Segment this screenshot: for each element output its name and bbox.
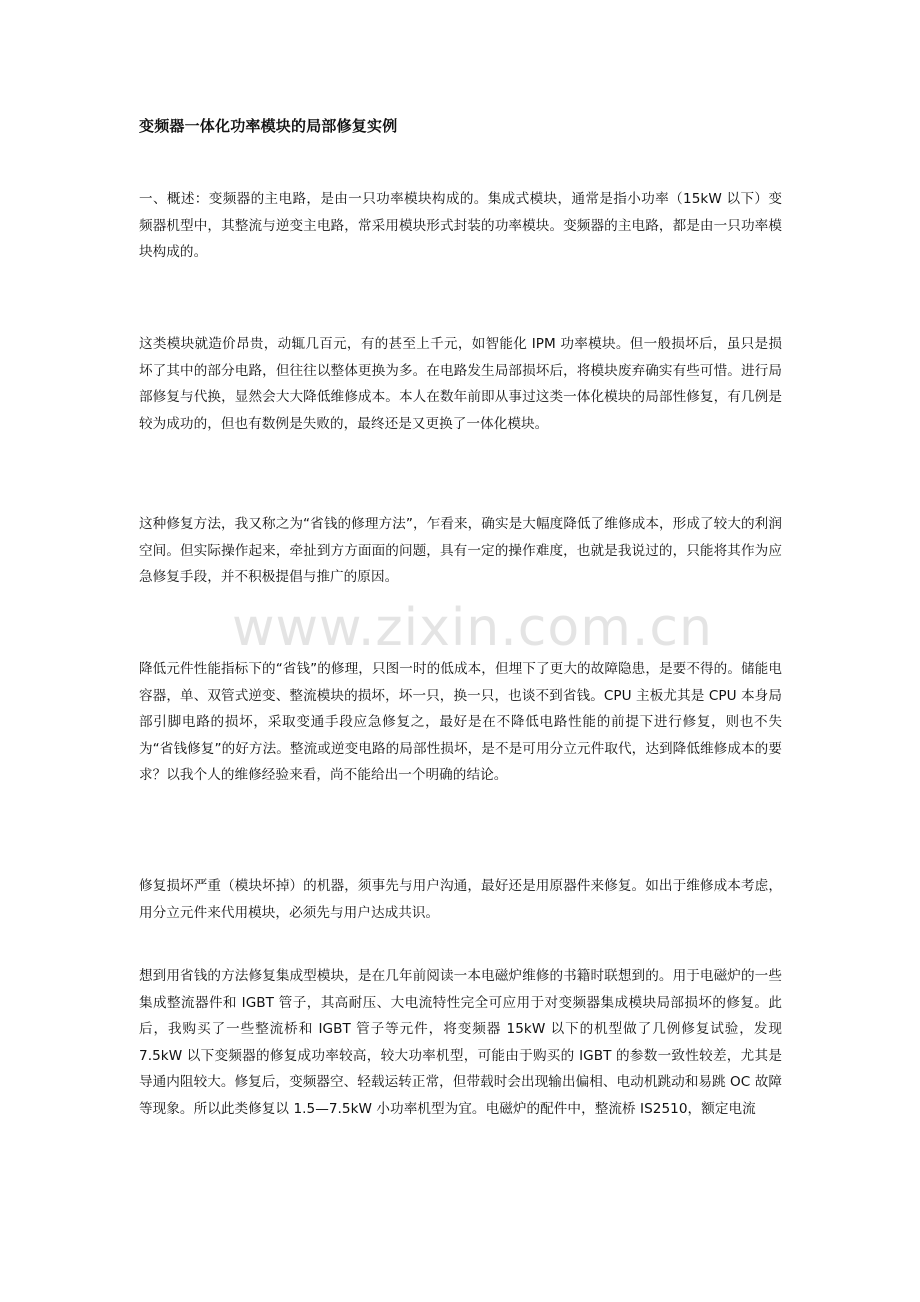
paragraph-user-communication: 修复损坏严重（模块坏掉）的机器，须事先与用户沟通，最好还是用原器件来修复。如出于维修成本考虑，用分立元件来代用模块，必须先与用户达成共识。 bbox=[139, 878, 782, 921]
paragraph-money-saving-method: 这种修复方法，我又称之为“省钱的修理方法”，乍看来，确实是大幅度降低了维修成本，形成了较大的利润空间。但实际操作起来，牵扯到方方面面的问题，具有一定的操作难度，也就是我说过的，只能将其作为应急修复手段，并不积极提倡与推广的原因。 bbox=[139, 516, 782, 585]
document-title: 变频器一体化功率模块的局部修复实例 bbox=[139, 117, 398, 135]
paragraph-module-cost: 这类模块就造价昂贵，动辄几百元，有的甚至上千元，如智能化 IPM 功率模块。但一般损坏后，虽只是损坏了其中的部分电路，但往往以整体更换为多。在电路发生局部损坏后，将模块废弃确实有些可惜。进行局部修复与代换，显然会大大降低维修成本。本人在数年前即从事过这类一体化模块的局部性修复，有几例是较为成功的，但也有数例是失败的，最终还是又更换了一体化模块。 bbox=[139, 336, 782, 432]
paragraph-performance-risk: 降低元件性能指标下的“省钱”的修理，只图一时的低成本，但埋下了更大的故障隐患，是要不得的。储能电容器，单、双管式逆变、整流模块的损坏，坏一只，换一只，也谈不到省钱。CPU 主板尤其是 CPU 本身局部引脚电路的损坏，采取变通手段应急修复之，最好是在不降低电路性能的前提下进行修复，则也不失为“省钱修复”的好方法。整流或逆变电路的局部性损坏，是不是可用分立元件取代，达到降低维修成本的要求？以我个人的维修经验来看，尚不能给出一个明确的结论。 bbox=[139, 661, 782, 783]
paragraph-induction-cooker-idea: 想到用省钱的方法修复集成型模块，是在几年前阅读一本电磁炉维修的书籍时联想到的。用于电磁炉的一些集成整流器件和 IGBT 管子，其高耐压、大电流特性完全可应用于对变频器集成模块局部损坏的修复。此后，我购买了一些整流桥和 IGBT 管子等元件，将变频器 15kW 以下的机型做了几例修复试验，发现 7.5kW 以下变频器的修复成功率较高，较大功率机型，可能由于购买的 IGBT 的参数一致性较差，尤其是导通内阻较大。修复后，变频器空、轻载运转正常，但带载时会出现输出偏相、电动机跳动和易跳 OC 故障等现象。所以此类修复以 1.5—7.5kW 小功率机型为宜。电磁炉的配件中，整流桥 IS2510，额定电流 bbox=[139, 968, 782, 1117]
paragraph-overview: 一、概述：变频器的主电路，是由一只功率模块构成的。集成式模块，通常是指小功率（15kW 以下）变频器机型中，其整流与逆变主电路，常采用模块形式封装的功率模块。变频器的主电路，都是由一只功率模块构成的。 bbox=[139, 191, 782, 260]
watermark-text: www.zixin.com.cn bbox=[232, 598, 713, 658]
